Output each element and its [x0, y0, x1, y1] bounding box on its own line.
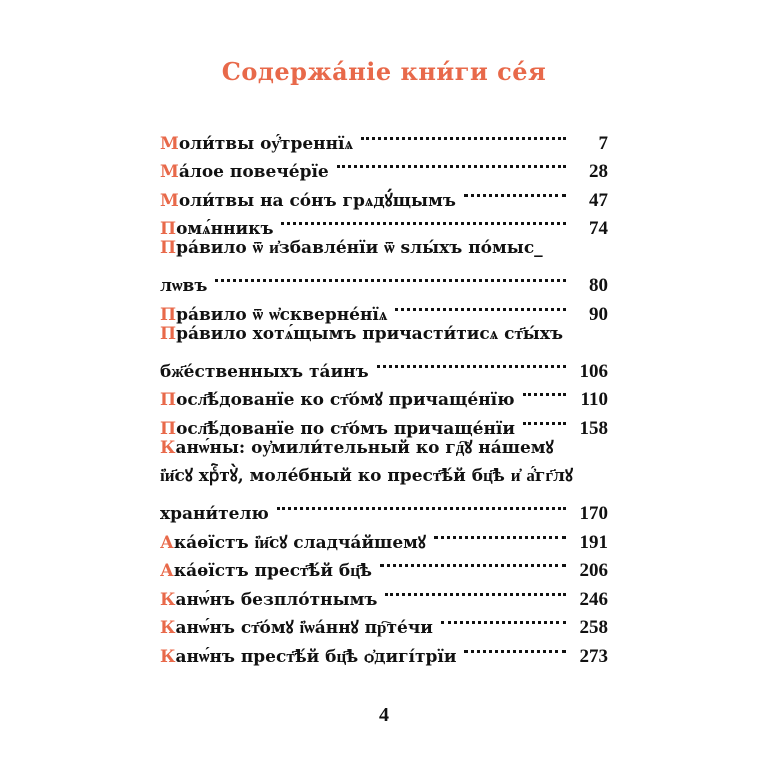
- toc-entry-label: анѡ́ны: оу҆мили́тельный ко гд҇ꙋ на́шемꙋ: [175, 437, 554, 458]
- table-of-contents: [160, 120, 608, 667]
- toc-entry-page: 246: [579, 588, 608, 610]
- toc-entry[interactable]: [160, 291, 608, 325]
- toc-entry-initial: П: [160, 418, 177, 439]
- toc-entry-page: 158: [579, 417, 608, 439]
- toc-entry-page: 7: [598, 132, 608, 154]
- toc-entry-page: 47: [589, 189, 608, 211]
- toc-entry-page: 90: [589, 303, 608, 325]
- toc-entry-label: лѡвъ: [160, 276, 208, 296]
- toc-entry-text: [160, 386, 515, 415]
- dot-leader: [337, 149, 566, 178]
- toc-entry-label: осл҃ѣ́дованїе ко ст҃о́мꙋ причаще́нїю: [176, 390, 515, 410]
- toc-entry-label: оли́твы на со́нъ грѧдꙋ́щымъ: [178, 190, 456, 211]
- page-number: 4: [379, 704, 389, 726]
- toc-entry-text: [160, 614, 433, 643]
- toc-entry-initial: П: [160, 323, 177, 344]
- toc-title: Содержа́ніе кни́ги се́я: [221, 57, 547, 86]
- toc-entry-initial: К: [160, 618, 176, 638]
- toc-entry-initial: М: [160, 190, 179, 211]
- toc-entry-text: [160, 358, 369, 387]
- toc-entry-continuation[interactable]: [160, 491, 608, 524]
- toc-entry-label: бж҃е́ственныхъ та́инъ: [160, 361, 369, 382]
- toc-entry-page: 74: [589, 218, 608, 239]
- toc-entry-label: оли́твы оу҆́треннїѧ: [178, 133, 353, 154]
- toc-entry-label: ра́вило ѿ ѡ҆скверне́нїѧ: [176, 304, 388, 325]
- toc-entry[interactable]: [160, 434, 608, 463]
- toc-entry-page: 206: [579, 560, 608, 581]
- toc-entry-label: ка́ѳїстъ прест҃ѣ́й бц҃ѣ: [173, 561, 372, 581]
- toc-entry-initial: П: [160, 238, 177, 258]
- dot-leader: [395, 291, 566, 320]
- dot-leader: [523, 377, 566, 406]
- toc-entry-initial: П: [160, 390, 177, 410]
- toc-entry-text: [160, 320, 608, 349]
- toc-entry-initial: К: [160, 646, 176, 667]
- toc-entry-label: а́лое повече́рїе: [178, 162, 329, 182]
- toc-entry-page: 258: [579, 617, 608, 638]
- toc-entry-label: осл҃ѣ́дованїе по ст҃о́мъ причаще́нїи: [176, 418, 515, 439]
- toc-entry[interactable]: [160, 320, 608, 349]
- toc-entry-label: ка́ѳїстъ і҆и҃сꙋ сладча́йшемꙋ: [173, 532, 426, 553]
- toc-entry-label: анѡ́нъ прест҃ѣ́й бц҃ѣ ѻ҆дигі́трїи: [175, 646, 457, 667]
- toc-entry-continuation[interactable]: [160, 462, 608, 491]
- dot-leader: [385, 576, 566, 605]
- toc-entry-text: [160, 500, 269, 529]
- toc-entry-label: ра́вило хотѧ́щымъ причасти́тисѧ ст҃ы́хъ: [176, 323, 564, 344]
- toc-entry-page: 273: [579, 645, 608, 667]
- toc-entry-page: 110: [580, 389, 608, 410]
- toc-entry-label: храни́телю: [160, 504, 269, 524]
- toc-entry-text: [160, 557, 372, 586]
- toc-entry-page: 106: [579, 360, 608, 382]
- toc-entry-initial: К: [160, 589, 176, 610]
- dot-leader: [361, 120, 566, 149]
- toc-entry-initial: А: [160, 561, 174, 581]
- toc-entry-initial: П: [160, 304, 177, 325]
- toc-entry-initial: К: [160, 437, 176, 458]
- toc-entry-label: і҆и҃сꙋ хрⷭ҇тꙋ̀, моле́бный ко прест҃ѣ́й бц҃ѣ и҆ а҆́гг҃лꙋ: [160, 466, 574, 486]
- toc-entry-continuation[interactable]: [160, 348, 608, 382]
- toc-entry-initial: А: [160, 532, 174, 553]
- toc-entry-continuation[interactable]: [160, 263, 608, 296]
- toc-entry-text: [160, 643, 456, 672]
- toc-entry-text: [160, 272, 207, 301]
- toc-entry-text: [160, 462, 608, 491]
- dot-leader: [215, 263, 566, 292]
- toc-entry-initial: П: [160, 219, 177, 239]
- toc-entry-text: [160, 586, 377, 615]
- toc-entry-initial: М: [160, 162, 179, 182]
- toc-entry-text: [160, 130, 353, 159]
- toc-entry-initial: М: [160, 133, 179, 154]
- toc-entry-page: 80: [589, 275, 608, 296]
- toc-entry-text: [160, 234, 608, 263]
- toc-entry-page: 191: [579, 531, 608, 553]
- toc-entry-page: 28: [589, 161, 608, 182]
- toc-entry-text: [160, 158, 329, 187]
- toc-entry-label: омѧ́нникъ: [176, 219, 274, 239]
- dot-leader: [464, 633, 566, 662]
- dot-leader: [523, 405, 566, 434]
- dot-leader: [277, 491, 566, 520]
- toc-entry[interactable]: [160, 234, 608, 263]
- dot-leader: [281, 206, 566, 235]
- toc-entry[interactable]: [160, 120, 608, 154]
- toc-entry-page: 170: [579, 503, 608, 524]
- dot-leader: [380, 548, 566, 577]
- dot-leader: [441, 605, 566, 634]
- toc-entry-text: [160, 434, 608, 463]
- toc-entry-label: ра́вило ѿ и҆збавле́нїи ѿ ѕлы́хъ по́мыс_: [176, 238, 543, 258]
- toc-entry-label: анѡ́нъ ст҃о́мꙋ і҆ѡа́ннꙋ пр҇те́чи: [175, 618, 433, 638]
- dot-leader: [377, 348, 566, 377]
- toc-entry-label: анѡ́нъ безпло́тнымъ: [175, 589, 378, 610]
- dot-leader: [434, 519, 566, 548]
- dot-leader: [464, 177, 566, 206]
